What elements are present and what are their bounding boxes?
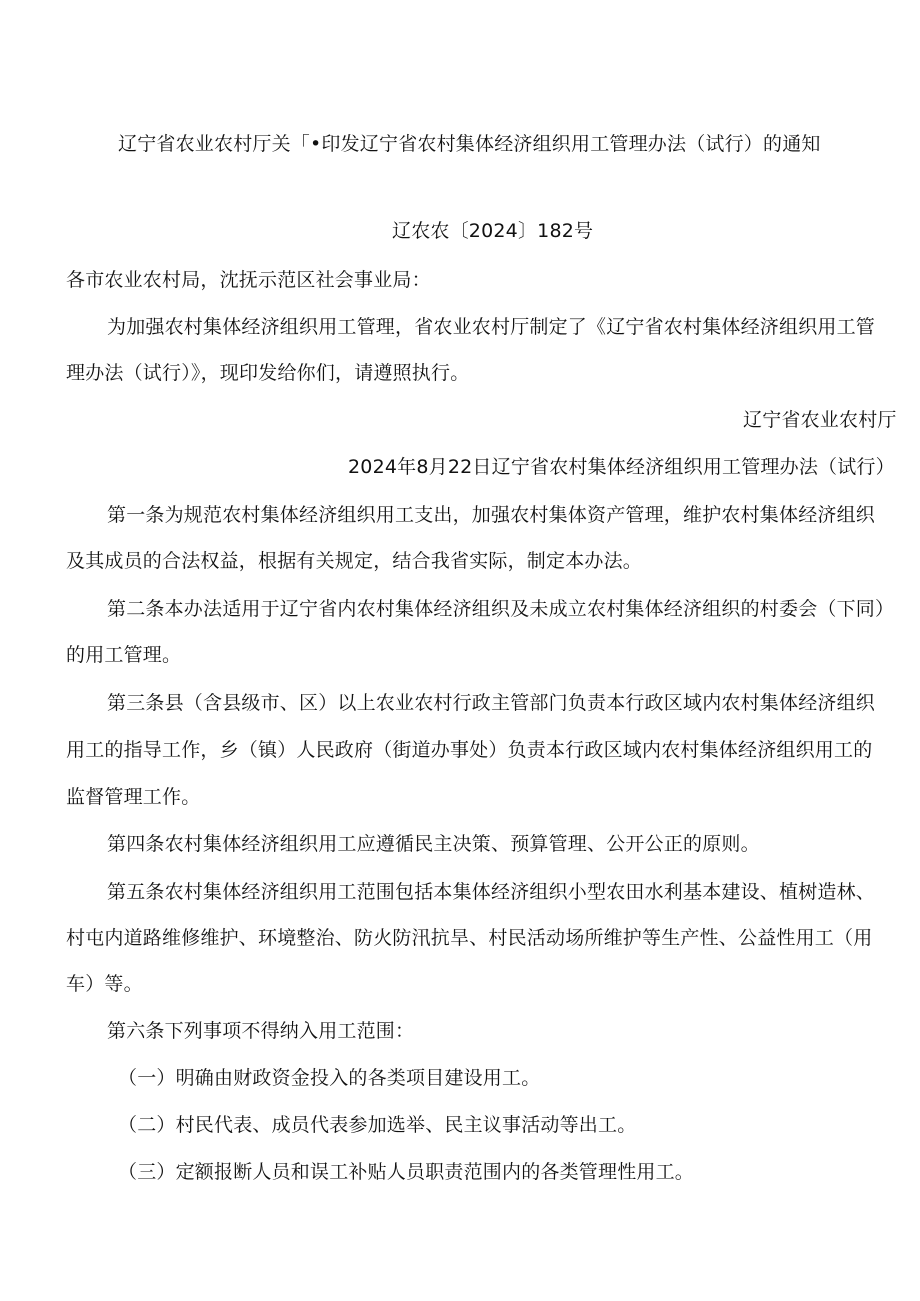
article-6-line-1: 第六条下列事项不得纳入用工范围：	[107, 1020, 415, 1042]
article-5-line-2: 村屯内道路维修维护、环境整治、防火防汛抗旱、村民活动场所维护等生产性、公益性用工（用	[66, 927, 873, 949]
intro-paragraph-line-2: 理办法（试行）》，现印发给你们，请遵照执行。	[66, 362, 470, 384]
document-number: 辽农农〔2024〕182号	[392, 220, 594, 242]
article-6-item-3: （三）定额报断人员和误工补贴人员职责范围内的各类管理性用工。	[118, 1161, 695, 1183]
article-5-line-1: 第五条农村集体经济组织用工范围包括本集体经济组织小型农田水利基本建设、植树造林、	[107, 881, 876, 903]
document-title: 辽宁省农业农村厅关「•印发辽宁省农村集体经济组织用工管理办法（试行）的通知	[118, 133, 821, 155]
intro-paragraph-line-1: 为加强农村集体经济组织用工管理，省农业农村厅制定了《辽宁省农村集体经济组织用工管	[107, 316, 876, 338]
article-6-item-1: （一）明确由财政资金投入的各类项目建设用工。	[118, 1067, 541, 1089]
article-2-line-2: 的用工管理。	[66, 644, 182, 666]
addressee: 各市农业农村局，沈抚示范区社会事业局：	[66, 269, 431, 291]
signer: 辽宁省农业农村厅	[743, 409, 897, 431]
date-and-subtitle: 2024年8月22日辽宁省农村集体经济组织用工管理办法（试行）	[348, 456, 895, 478]
article-1-line-2: 及其成员的合法权益，根据有关规定，结合我省实际，制定本办法。	[66, 550, 643, 572]
article-3-line-3: 监督管理工作。	[66, 786, 201, 808]
article-1-line-1: 第一条为规范农村集体经济组织用工支出，加强农村集体资产管理，维护农村集体经济组织	[107, 504, 876, 526]
article-5-line-3: 车）等。	[66, 973, 143, 995]
article-3-line-2: 用工的指导工作，乡（镇）人民政府（街道办事处）负责本行政区域内农村集体经济组织用工的	[66, 739, 873, 761]
article-3-line-1: 第三条县（含县级市、区）以上农业农村行政主管部门负责本行政区域内农村集体经济组织	[107, 692, 876, 714]
article-4-line-1: 第四条农村集体经济组织用工应遵循民主决策、预算管理、公开公正的原则。	[107, 833, 760, 855]
article-6-item-2: （二）村民代表、成员代表参加选举、民主议事活动等出工。	[118, 1114, 637, 1136]
article-2-line-1: 第二条本办法适用于辽宁省内农村集体经济组织及未成立农村集体经济组织的村委会（下同）	[107, 598, 895, 620]
